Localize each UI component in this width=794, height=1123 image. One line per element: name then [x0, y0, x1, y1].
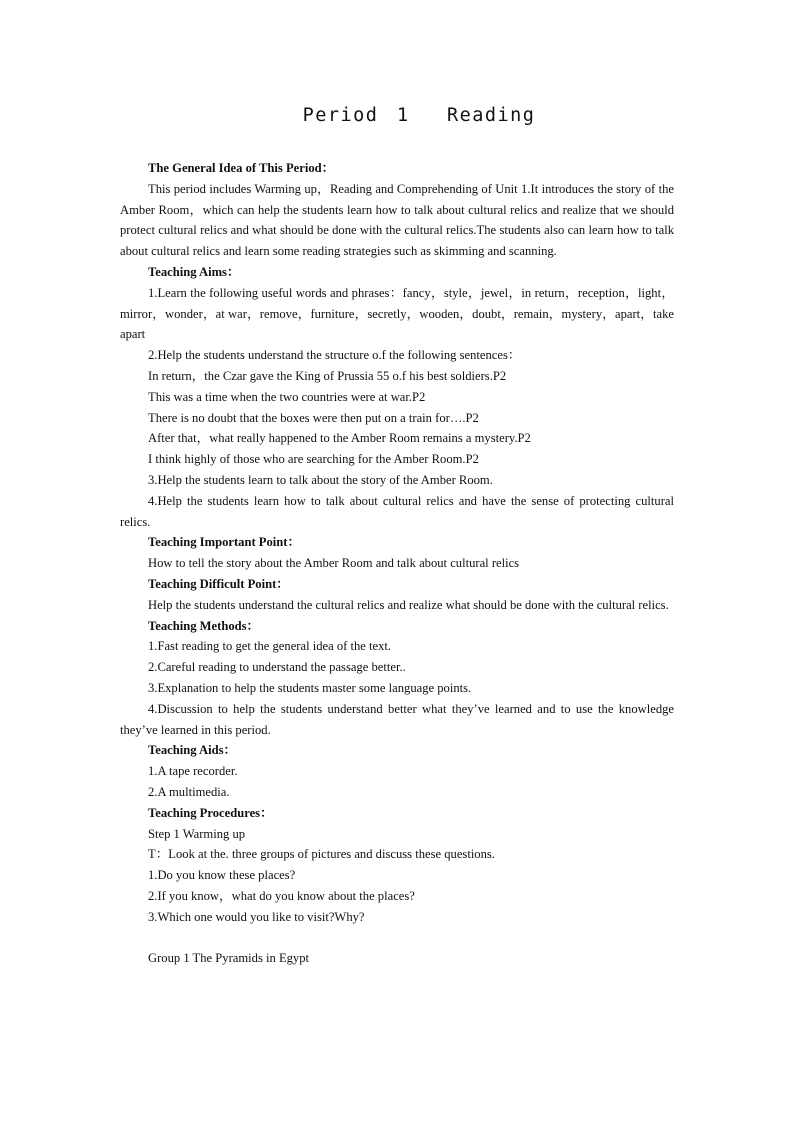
sentence-2: This was a time when the two countries were at war.P2 — [148, 389, 426, 404]
aim-4: 4.Help the students learn how to talk about cultural relics and have the sense of protecting cultural relics. — [120, 493, 674, 529]
question-1: 1.Do you know these places? — [148, 868, 296, 883]
aim-2: 2.Help the students understand the structure o.f the following sentences： — [148, 348, 521, 363]
sentence-1: In return，the Czar gave the King of Prussia 55 o.f his best soldiers.P2 — [148, 368, 507, 383]
method-4: 4.Discussion to help the students understand better what they’ve learned and to use the knowledge they’ve learned in this period. — [120, 701, 674, 737]
teacher-instruction: T：Look at the. three groups of pictures and discuss these questions. — [148, 847, 495, 862]
important-point-heading: Teaching Important Point： — [148, 535, 301, 550]
blank-line — [120, 927, 674, 948]
sentence-3: There is no doubt that the boxes were then put on a train for….P2 — [148, 410, 479, 425]
general-idea-heading: The General Idea of This Period： — [148, 161, 335, 175]
sentence-4: After that，what really happened to the Amber Room remains a mystery.P2 — [148, 431, 531, 446]
aids-heading: Teaching Aids： — [148, 743, 237, 758]
step-1: Step 1 Warming up — [148, 826, 246, 841]
aim-3: 3.Help the students learn to talk about the story of the Amber Room. — [148, 472, 493, 487]
question-2: 2.If you know，what do you know about the places? — [148, 888, 415, 903]
difficult-point-heading: Teaching Difficult Point： — [148, 576, 289, 591]
methods-heading: Teaching Methods： — [148, 618, 260, 633]
method-2: 2.Careful reading to understand the passage better.. — [148, 660, 406, 675]
sentence-5: I think highly of those who are searching for the Amber Room.P2 — [148, 452, 479, 467]
aid-1: 1.A tape recorder. — [148, 764, 238, 779]
document-body — [120, 158, 674, 969]
question-3: 3.Which one would you like to visit?Why? — [148, 909, 365, 924]
aid-2: 2.A multimedia. — [148, 784, 230, 799]
general-idea-text: This period includes Warming up，Reading and Comprehending of Unit 1.It introduces the story of the Amber Room，which can help the students learn how to talk about cultural relics and realize that we should protect cultural relics and what should be done with the cultural relics.The students also can learn how to talk about cultural relics and learn some reading strategies such as skimming and scanning. — [120, 181, 674, 259]
important-point-text: How to tell the story about the Amber Room and talk about cultural relics — [148, 556, 520, 571]
method-3: 3.Explanation to help the students master some language points. — [148, 680, 472, 695]
group-1: Group 1 The Pyramids in Egypt — [148, 951, 310, 966]
teaching-aims-heading: Teaching Aims： — [148, 264, 240, 279]
difficult-point-text: Help the students understand the cultural relics and realize what should be done with the cultural relics. — [148, 597, 669, 612]
page-title: Period 1 Reading — [302, 105, 536, 126]
procedures-heading: Teaching Procedures： — [148, 805, 273, 820]
aim-1: 1.Learn the following useful words and phrases：fancy，style，jewel，in return，reception，light，mirror，wonder，at war，remove，furniture，secretly，wooden，doubt，remain，mystery，apart，take apart — [120, 285, 674, 342]
method-1: 1.Fast reading to get the general idea of the text. — [148, 639, 392, 654]
